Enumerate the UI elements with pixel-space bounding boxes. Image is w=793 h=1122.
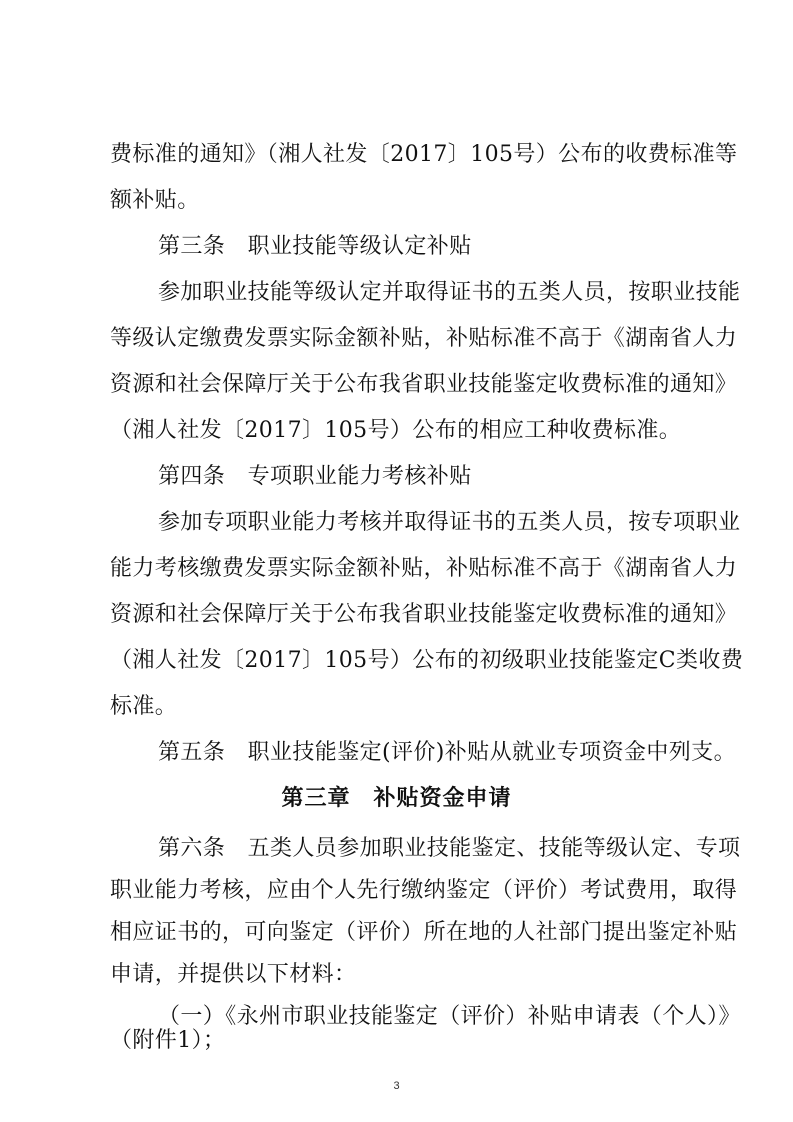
paragraph-line: 资源和社会保障厅关于公布我省职业技能鉴定收费标准的通知》: [110, 602, 738, 627]
paragraph-line: 能力考核缴费发票实际金额补贴，补贴标准不高于《湖南省人力: [110, 556, 738, 581]
chapter-heading: 第三章 补贴资金申请: [281, 786, 512, 811]
paragraph-line: （湘人社发〔2017〕105号）公布的相应工种收费标准。: [110, 418, 682, 443]
paragraph-line: 申请，并提供以下材料：: [110, 962, 357, 987]
paragraph-line: 等级认定缴费发票实际金额补贴，补贴标准不高于《湖南省人力: [110, 326, 738, 351]
list-item-line: （附件1）；: [110, 1028, 226, 1053]
paragraph-line: 相应证书的，可向鉴定（评价）所在地的人社部门提出鉴定补贴: [110, 920, 738, 945]
page-number: 3: [393, 1080, 400, 1092]
list-item-line: （一）《永州市职业技能鉴定（评价）补贴申请表（个人）》: [158, 1004, 741, 1029]
article-line: 第五条 职业技能鉴定(评价)补贴从就业专项资金中列支。: [158, 740, 736, 765]
paragraph-line: 参加职业技能等级认定并取得证书的五类人员，按职业技能: [158, 280, 741, 305]
paragraph-line: 参加专项职业能力考核并取得证书的五类人员，按专项职业: [158, 510, 741, 535]
paragraph-line: 费标准的通知》（湘人社发〔2017〕105号）公布的收费标准等: [110, 142, 738, 167]
paragraph-line: 职业能力考核，应由个人先行缴纳鉴定（评价）考试费用，取得: [110, 878, 738, 903]
paragraph-line: 第六条 五类人员参加职业技能鉴定、技能等级认定、专项: [158, 836, 741, 861]
paragraph-line: 资源和社会保障厅关于公布我省职业技能鉴定收费标准的通知》: [110, 372, 738, 397]
paragraph-line: 标准。: [110, 694, 178, 719]
article-heading: 第三条 职业技能等级认定补贴: [158, 234, 472, 259]
paragraph-line: 额补贴。: [110, 188, 200, 213]
paragraph-line: （湘人社发〔2017〕105号）公布的初级职业技能鉴定C类收费: [110, 648, 744, 673]
article-heading: 第四条 专项职业能力考核补贴: [158, 464, 472, 489]
